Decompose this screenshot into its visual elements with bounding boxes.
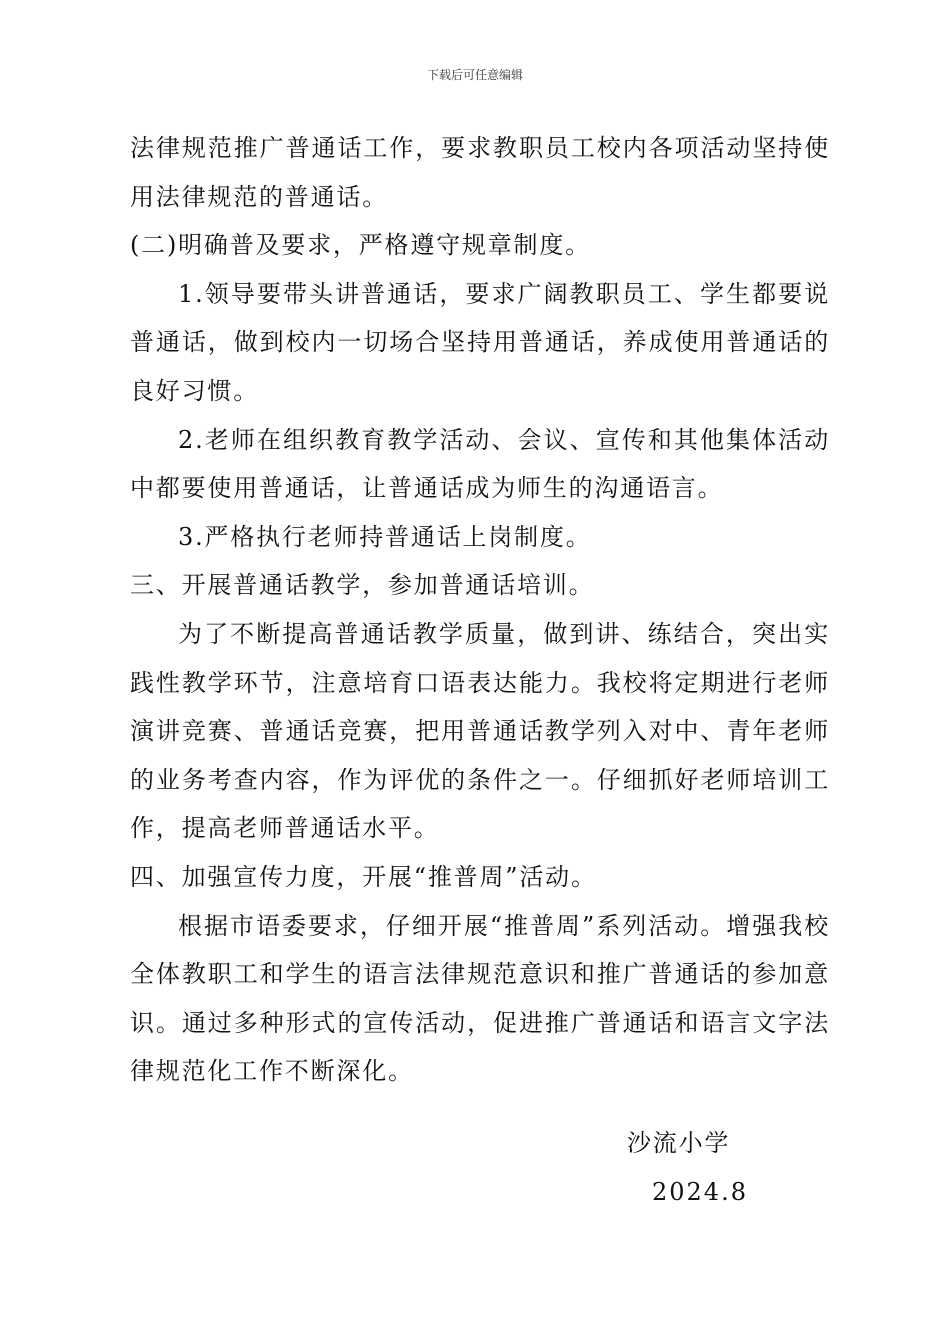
date: 2024.8: [652, 1178, 748, 1206]
paragraph-training: 为了不断提高普通话教学质量，做到讲、练结合，突出实践性教学环节，注意培育口语表达能力。我校将定期进行老师演讲竞赛、普通话竞赛，把用普通话教学列入对中、青年老师的业务考查内容，作为评优的条件之一。仔细抓好老师培训工作，提高老师普通话水平。: [130, 619, 830, 843]
paragraph-promotion: 根据市语委要求，仔细开展“推普周”系列活动。增强我校全体教职工和学生的语言法律规范意识和推广普通话的参加意识。通过多种形式的宣传活动，促进推广普通话和语言文字法律规范化工作不断深化。: [130, 911, 830, 1086]
page-header: 下载后可任意编辑: [426, 68, 523, 82]
section-heading-3: 三、开展普通话教学，参加普通话培训。: [130, 571, 595, 600]
section-heading-4: 四、加强宣传力度，开展“推普周”活动。: [130, 862, 597, 891]
paragraph-item-1: 1.领导要带头讲普通话，要求广阔教职员工、学生都要说普通话，做到校内一切场合坚持用普通话，养成使用普通话的良好习惯。: [130, 279, 830, 405]
paragraph-item-3: 3.严格执行老师持普通话上岗制度。: [178, 522, 592, 551]
document-body: [130, 124, 830, 1096]
section-heading-2: (二)明确普及要求，严格遵守规章制度。: [130, 231, 591, 260]
signature: 沙流小学: [627, 1129, 731, 1157]
paragraph-1: 法律规范推广普通话工作，要求教职员工校内各项活动坚持使用法律规范的普通话。: [130, 134, 830, 211]
paragraph-item-2: 2.老师在组织教育教学活动、会议、宣传和其他集体活动中都要使用普通话，让普通话成为师生的沟通语言。: [130, 425, 830, 503]
